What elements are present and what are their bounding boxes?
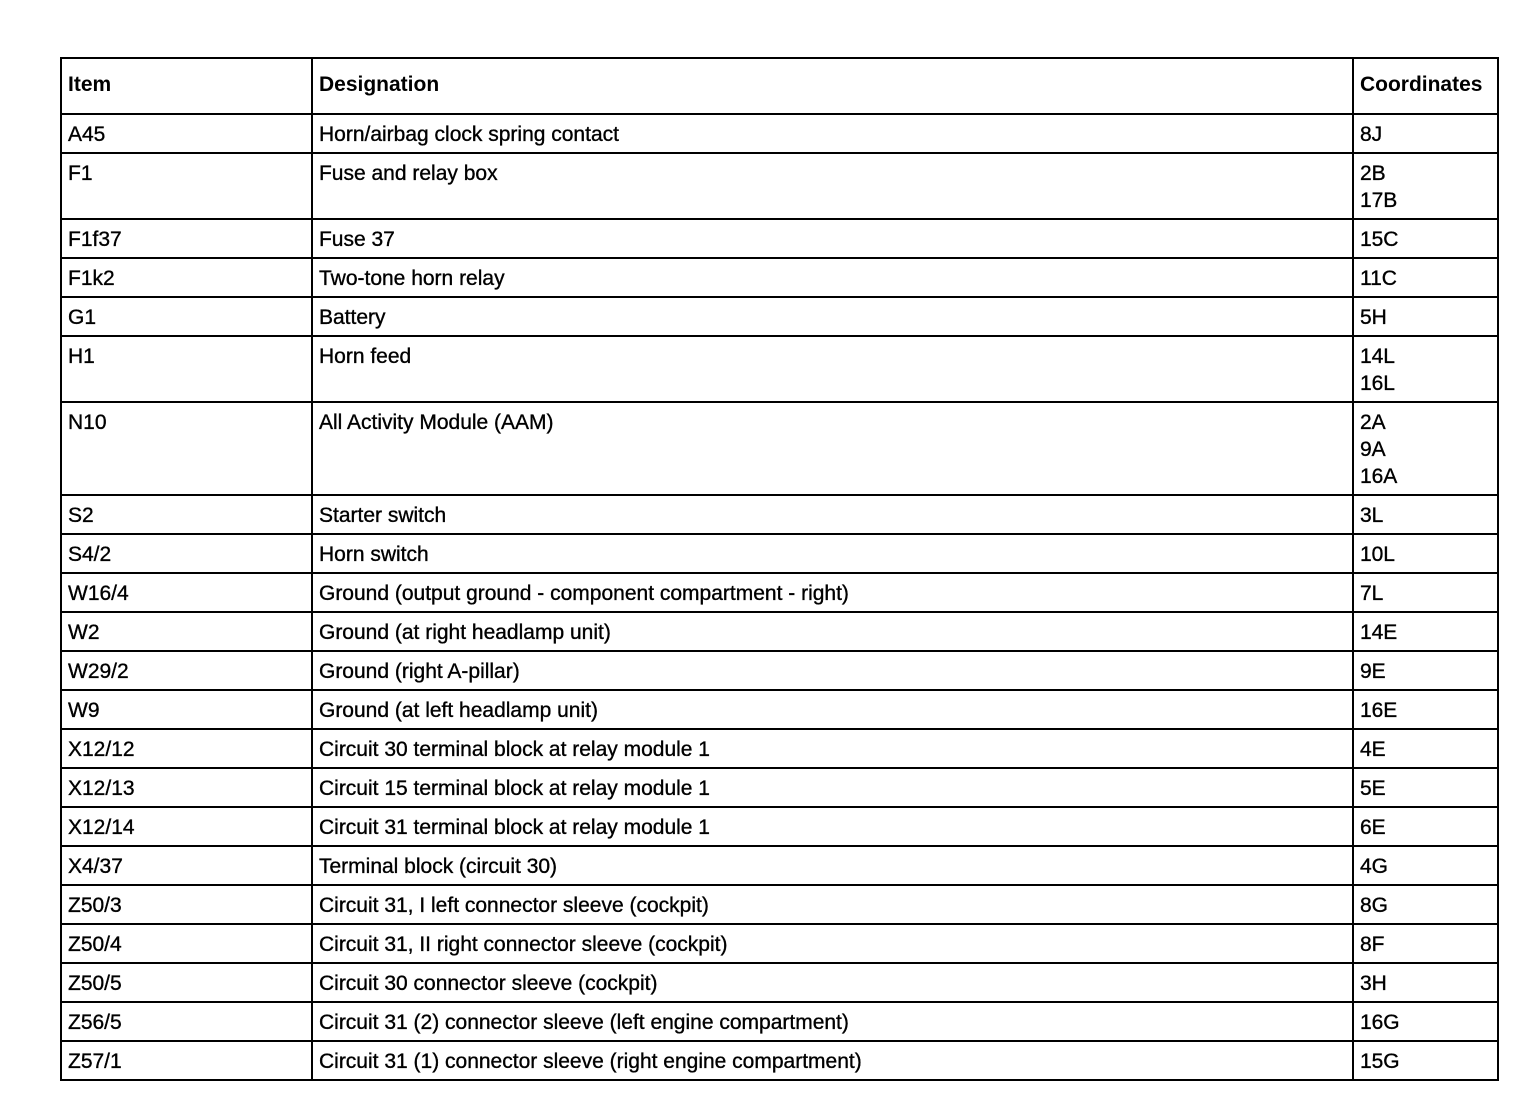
table-row (61, 402, 1498, 495)
cell-item: N10 (61, 402, 312, 495)
table-row (61, 114, 1498, 153)
cell-coordinates (1353, 807, 1498, 846)
cell-designation: Horn/airbag clock spring contact (312, 114, 1353, 153)
coordinate-value: 5E (1359, 777, 1386, 800)
cell-designation: Circuit 31, II right connector sleeve (cockpit) (312, 924, 1353, 963)
cell-designation: Ground (at right headlamp unit) (312, 612, 1353, 651)
cell-item: W29/2 (61, 651, 312, 690)
cell-item: A45 (61, 114, 312, 153)
coordinate-value: 3H (1359, 972, 1387, 995)
cell-designation: Circuit 15 terminal block at relay module 1 (312, 768, 1353, 807)
coordinate-value: 9E (1359, 660, 1386, 683)
cell-designation: Ground (at left headlamp unit) (312, 690, 1353, 729)
cell-designation: Circuit 31 (2) connector sleeve (left engine compartment) (312, 1002, 1353, 1041)
table-row (61, 258, 1498, 297)
cell-coordinates (1353, 729, 1498, 768)
cell-item: X4/37 (61, 846, 312, 885)
cell-designation: Circuit 31 (1) connector sleeve (right engine compartment) (312, 1041, 1353, 1080)
cell-designation: Circuit 30 terminal block at relay module 1 (312, 729, 1353, 768)
coordinate-value: 2A (1359, 411, 1386, 434)
cell-coordinates (1353, 846, 1498, 885)
cell-coordinates (1353, 1002, 1498, 1041)
table-row (61, 1002, 1498, 1041)
table-row (61, 336, 1498, 402)
table-row (61, 153, 1498, 219)
cell-coordinates (1353, 495, 1498, 534)
coordinate-value: 9A (1359, 438, 1386, 461)
cell-coordinates (1353, 1041, 1498, 1080)
table-row (61, 534, 1498, 573)
cell-coordinates (1353, 573, 1498, 612)
cell-item: Z56/5 (61, 1002, 312, 1041)
cell-coordinates (1353, 534, 1498, 573)
cell-coordinates (1353, 885, 1498, 924)
cell-coordinates (1353, 258, 1498, 297)
component-table (60, 57, 1499, 1081)
coordinate-value: 4G (1359, 855, 1388, 878)
header-item: Item (61, 58, 312, 114)
table-row (61, 612, 1498, 651)
coordinate-value: 14L (1359, 345, 1395, 368)
cell-designation: Two-tone horn relay (312, 258, 1353, 297)
cell-designation: Battery (312, 297, 1353, 336)
cell-designation: Starter switch (312, 495, 1353, 534)
table-row (61, 963, 1498, 1002)
cell-designation: Fuse 37 (312, 219, 1353, 258)
table-row (61, 846, 1498, 885)
cell-item: W9 (61, 690, 312, 729)
cell-coordinates (1353, 114, 1498, 153)
table-row (61, 297, 1498, 336)
coordinate-value: 16A (1359, 465, 1398, 488)
cell-designation: Horn switch (312, 534, 1353, 573)
coordinate-value: 6E (1359, 816, 1386, 839)
cell-item: H1 (61, 336, 312, 402)
cell-coordinates (1353, 297, 1498, 336)
table-row (61, 219, 1498, 258)
cell-item: X12/14 (61, 807, 312, 846)
cell-coordinates (1353, 690, 1498, 729)
cell-coordinates (1353, 963, 1498, 1002)
cell-designation: Terminal block (circuit 30) (312, 846, 1353, 885)
cell-item: Z50/4 (61, 924, 312, 963)
coordinate-value: 16E (1359, 699, 1398, 722)
cell-coordinates (1353, 612, 1498, 651)
table-row (61, 768, 1498, 807)
table-row (61, 690, 1498, 729)
cell-item: G1 (61, 297, 312, 336)
coordinate-value: 17B (1359, 189, 1398, 212)
cell-item: F1k2 (61, 258, 312, 297)
cell-item: S4/2 (61, 534, 312, 573)
cell-item: W2 (61, 612, 312, 651)
header-coordinates: Coordinates (1353, 58, 1498, 114)
cell-coordinates (1353, 153, 1498, 219)
table-row (61, 1041, 1498, 1080)
coordinate-value: 16L (1359, 372, 1395, 395)
table-row (61, 729, 1498, 768)
cell-item: W16/4 (61, 573, 312, 612)
coordinate-value: 3L (1359, 504, 1384, 527)
cell-coordinates (1353, 402, 1498, 495)
cell-designation: Fuse and relay box (312, 153, 1353, 219)
cell-designation: Circuit 31, I left connector sleeve (cockpit) (312, 885, 1353, 924)
cell-item: Z50/3 (61, 885, 312, 924)
cell-coordinates (1353, 651, 1498, 690)
table-row (61, 924, 1498, 963)
table-row (61, 573, 1498, 612)
coordinate-value: 8F (1359, 933, 1385, 956)
cell-item: F1f37 (61, 219, 312, 258)
cell-coordinates (1353, 219, 1498, 258)
cell-item: F1 (61, 153, 312, 219)
coordinate-value: 7L (1359, 582, 1384, 605)
cell-coordinates (1353, 336, 1498, 402)
coordinate-value: 4E (1359, 738, 1386, 761)
cell-coordinates (1353, 768, 1498, 807)
cell-item: S2 (61, 495, 312, 534)
coordinate-value: 8J (1359, 123, 1383, 146)
cell-designation: Horn feed (312, 336, 1353, 402)
coordinate-value: 10L (1359, 543, 1395, 566)
table-row (61, 885, 1498, 924)
coordinate-value: 16G (1359, 1011, 1400, 1034)
table-body (61, 114, 1498, 1080)
cell-designation: Circuit 30 connector sleeve (cockpit) (312, 963, 1353, 1002)
cell-item: Z57/1 (61, 1041, 312, 1080)
cell-item: X12/12 (61, 729, 312, 768)
coordinate-value: 5H (1359, 306, 1387, 329)
table-row (61, 807, 1498, 846)
table-row (61, 651, 1498, 690)
coordinate-value: 2B (1359, 162, 1386, 185)
coordinate-value: 8G (1359, 894, 1388, 917)
table-row (61, 495, 1498, 534)
coordinate-value: 14E (1359, 621, 1398, 644)
header-designation: Designation (312, 58, 1353, 114)
coordinate-value: 15C (1359, 228, 1399, 251)
cell-item: X12/13 (61, 768, 312, 807)
cell-coordinates (1353, 924, 1498, 963)
table-header-row (61, 58, 1498, 114)
coordinate-value: 11C (1359, 267, 1397, 290)
coordinate-value: 15G (1359, 1050, 1400, 1073)
cell-designation: Ground (output ground - component compartment - right) (312, 573, 1353, 612)
cell-designation: All Activity Module (AAM) (312, 402, 1353, 495)
cell-designation: Ground (right A-pillar) (312, 651, 1353, 690)
cell-item: Z50/5 (61, 963, 312, 1002)
cell-designation: Circuit 31 terminal block at relay module 1 (312, 807, 1353, 846)
